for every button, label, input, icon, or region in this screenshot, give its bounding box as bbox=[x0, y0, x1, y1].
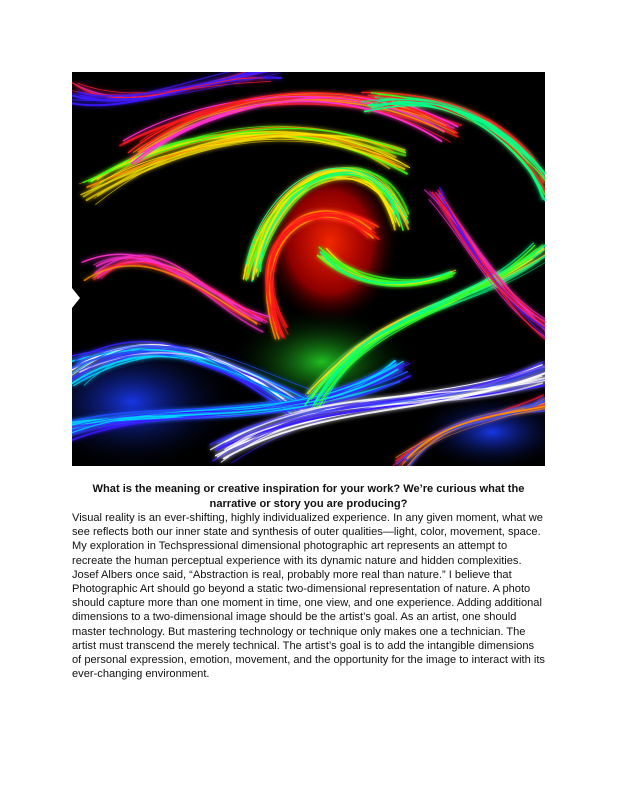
answer-paragraph-2: Josef Albers once said, “Abstraction is real, probably more real than nature.” I believe that Photographic Art should go beyond a static two-dimensional representation of nature. A photo should capture more than one moment in time, one view, and one experience. Adding additional dimensions to a two-dimensional image should be the artist’s goal. As an artist, one should master technology. But mastering technology or technique only makes one a technician. The artist must transcend the merely technical. The artist’s goal is to add the intangible dimensions of personal expression, emotion, movement, and the opportunity for the image to interact with its ever-changing environment. bbox=[72, 568, 545, 681]
abstract-artwork-image bbox=[72, 72, 545, 466]
light-painting-graphic bbox=[72, 72, 545, 466]
answer-paragraph-1: Visual reality is an ever-shifting, highly individualized experience. In any given moment, what we see reflects both our inner state and synthesis of outer qualities—light, color, movement, space. My exploration in Techspressional dimensional photographic art represents an attempt to recreate the human perceptual experience with its dynamic nature and hidden complexities. bbox=[72, 512, 543, 567]
interview-question: What is the meaning or creative inspiration for your work? We’re curious what the narrative or story you are producing? bbox=[92, 483, 525, 510]
answer-body bbox=[72, 511, 546, 681]
image-edge-notch bbox=[72, 288, 80, 308]
